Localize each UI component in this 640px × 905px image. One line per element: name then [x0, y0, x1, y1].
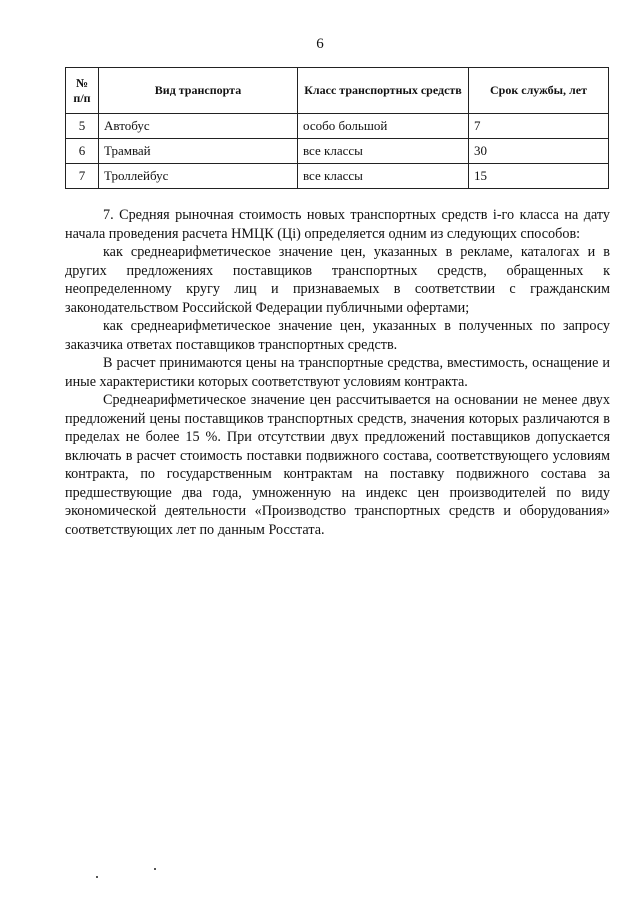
scan-dot [96, 876, 98, 878]
scan-dot [154, 868, 156, 870]
cell-life: 30 [469, 139, 609, 164]
col-header-class: Класс транспортных средств [298, 68, 469, 114]
cell-type: Троллейбус [99, 164, 298, 189]
paragraph-prices: В расчет принимаются цены на транспортные средства, вместимость, оснащение и иные характеристики которых соответствуют условиям контракта. [65, 355, 610, 390]
body-text [65, 206, 610, 539]
table-header-row [66, 68, 609, 114]
cell-num: 5 [66, 114, 99, 139]
cell-life: 7 [469, 114, 609, 139]
paragraph-7: 7. Средняя рыночная стоимость новых транспортных средств i-го класса на дату начала проведения расчета НМЦК (Цi) определяется одним из следующих способов: [65, 207, 610, 242]
cell-num: 6 [66, 139, 99, 164]
col-header-life: Срок службы, лет [469, 68, 609, 114]
cell-life: 15 [469, 164, 609, 189]
paragraph-method-2: как среднеарифметическое значение цен, указанных в полученных по запросу заказчика ответах поставщиков транспортных средств. [65, 318, 610, 353]
cell-num: 7 [66, 164, 99, 189]
paragraph-average: Среднеарифметическое значение цен рассчитывается на основании не менее двух предложений цены поставщиков транспортных средств, значения которых различаются в пределах не более 15 %. При отсутствии двух предложений поставщиков допускается включать в расчет стоимость поставки подвижного состава, соответствующего условиям контракта, по государственным контрактам на поставку подвижного состава за предшествующие два года, умноженную на индекс цен производителей по виду экономической деятельности «Производство транспортных средств и оборудования» соответствующих лет по данным Росстата. [65, 392, 610, 538]
table-row [66, 164, 609, 189]
col-header-num: № п/п [66, 68, 99, 114]
transport-table [65, 67, 609, 189]
col-header-type: Вид транспорта [99, 68, 298, 114]
scan-marks [96, 868, 156, 888]
cell-type: Автобус [99, 114, 298, 139]
cell-class: все классы [298, 164, 469, 189]
table-row [66, 114, 609, 139]
cell-class: все классы [298, 139, 469, 164]
paragraph-method-1: как среднеарифметическое значение цен, указанных в рекламе, каталогах и в других предложениях поставщиков транспортных средств, обращенных к неопределенному кругу лиц и признаваемых в соответствии с гражданским законодательством Российской Федерации публичными офертами; [65, 244, 610, 316]
cell-type: Трамвай [99, 139, 298, 164]
table-row [66, 139, 609, 164]
page-number: 6 [316, 36, 324, 52]
cell-class: особо большой [298, 114, 469, 139]
